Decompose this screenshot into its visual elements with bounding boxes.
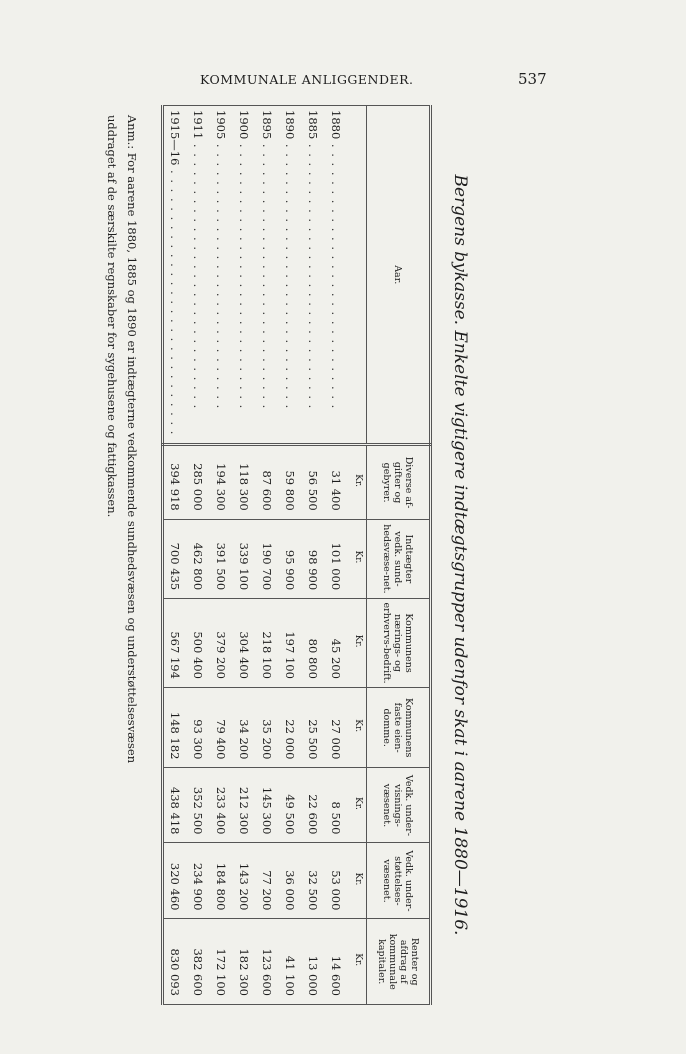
value-cell: 34 200 [233,687,256,768]
value-cell: 14 600 [325,919,348,1005]
value-cell: 285 000 [187,445,210,519]
value-cell: 80 800 [302,599,325,688]
value-cell: 234 900 [187,843,210,919]
value-cell: 98 900 [302,519,325,598]
leader-dots: . . . . . . . . . . . . . . . . . . . . . . . . . . . . . [306,139,320,410]
value-cell: 101 000 [325,519,348,598]
value-cell: 53 000 [325,843,348,919]
unit-cell: Kr. [348,919,367,1005]
table-row [163,106,188,1005]
value-cell: 77 200 [256,843,279,919]
column-header-year: Aar. [367,106,431,445]
value-cell: 56 500 [302,445,325,519]
value-cell: 218 100 [256,599,279,688]
value-cell: 123 600 [256,919,279,1005]
unit-cell: Kr. [348,445,367,519]
value-cell: 438 418 [163,768,188,843]
value-cell: 49 500 [279,768,302,843]
value-cell: 148 182 [163,687,188,768]
column-header-health: Indtægter vedk. sund-hedsvæse-net. [367,519,431,598]
value-cell: 13 000 [302,919,325,1005]
table-row [325,106,348,1005]
leader-dots: . . . . . . . . . . . . . . . . . . . . . . . . . . . . . [283,139,297,410]
value-cell: 379 200 [210,599,233,688]
column-header-business: Kommunens nærings- og erhvervs-bedrift. [367,599,431,688]
column-header-property: Kommunens faste eien-domme. [367,687,431,768]
page-number: 537 [518,70,547,88]
value-cell: 32 500 [302,843,325,919]
value-cell: 27 000 [325,687,348,768]
year-cell [279,106,302,445]
table-row [302,106,325,1005]
value-cell: 36 000 [279,843,302,919]
year-label: 1890 [283,110,297,140]
value-cell: 8 500 [325,768,348,843]
year-cell [233,106,256,445]
year-cell [210,106,233,445]
value-cell: 45 200 [325,599,348,688]
table-row [233,106,256,1005]
value-cell: 79 400 [210,687,233,768]
table-row [187,106,210,1005]
value-cell: 194 300 [210,445,233,519]
value-cell: 394 918 [163,445,188,519]
table-row [210,106,233,1005]
year-cell [256,106,279,445]
value-cell: 184 800 [210,843,233,919]
value-cell: 197 100 [279,599,302,688]
leader-dots: . . . . . . . . . . . . . . . . . . . . . . . . . . . . . [168,165,182,436]
table-note [102,115,142,995]
value-cell: 145 300 [256,768,279,843]
year-label: 1880 [329,110,343,140]
value-cell: 304 400 [233,599,256,688]
value-cell: 190 700 [256,519,279,598]
unit-cell: Kr. [348,599,367,688]
year-label: 1905 [214,110,228,140]
leader-dots: . . . . . . . . . . . . . . . . . . . . . . . . . . . . . [329,139,343,410]
table-header-row [367,106,431,1005]
year-label: 1900 [237,110,251,140]
value-cell: 462 800 [187,519,210,598]
value-cell: 118 300 [233,445,256,519]
value-cell: 382 600 [187,919,210,1005]
unit-cell [348,106,367,445]
unit-row [348,106,367,1005]
value-cell: 95 900 [279,519,302,598]
value-cell: 172 100 [210,919,233,1005]
leader-dots: . . . . . . . . . . . . . . . . . . . . . . . . . . . . . [260,139,274,410]
column-header-fees: Diverse af-gifter og gebyrer. [367,445,431,519]
value-cell: 212 300 [233,768,256,843]
value-cell: 830 093 [163,919,188,1005]
page-header-title: KOMMUNALE ANLIGGENDER. [200,72,414,87]
rotated-table-block [100,95,470,1015]
value-cell: 87 600 [256,445,279,519]
column-header-welfare: Vedk. under-støttelses-væsenet. [367,843,431,919]
unit-cell: Kr. [348,519,367,598]
table-row [279,106,302,1005]
value-cell: 391 500 [210,519,233,598]
table-row [256,106,279,1005]
table-caption: Bergens bykasse. Enkelte vigtigere indtægtsgrupper udenfor skat i aarene 1880—1916. [450,174,470,936]
value-cell: 339 100 [233,519,256,598]
value-cell: 22 000 [279,687,302,768]
leader-dots: . . . . . . . . . . . . . . . . . . . . . . . . . . . . . [191,139,205,410]
year-cell [187,106,210,445]
note-line-2: uddraget af de særskilte regnskaber for sygehusene og fattigkassen. [105,115,119,518]
value-cell: 352 500 [187,768,210,843]
year-cell [302,106,325,445]
leader-dots: . . . . . . . . . . . . . . . . . . . . . . . . . . . . . [214,139,228,410]
year-label: 1915—16 [168,110,182,166]
year-cell [325,106,348,445]
unit-cell: Kr. [348,768,367,843]
value-cell: 320 460 [163,843,188,919]
value-cell: 143 200 [233,843,256,919]
value-cell: 31 400 [325,445,348,519]
value-cell: 182 300 [233,919,256,1005]
value-cell: 22 600 [302,768,325,843]
note-line-1: Anm.: For aarene 1880, 1885 og 1890 er indtægterne vedkommende sundhedsvæsen og understøttelsesvæsen [125,115,139,764]
value-cell: 35 200 [256,687,279,768]
column-header-interest: Renter og afdrag af kommunale kapitaler. [367,919,431,1005]
value-cell: 93 300 [187,687,210,768]
value-cell: 41 100 [279,919,302,1005]
unit-cell: Kr. [348,687,367,768]
year-label: 1911 [191,110,205,140]
unit-cell: Kr. [348,843,367,919]
income-table [161,105,432,1005]
column-header-education: Vedk. under-visnings-væsenet. [367,768,431,843]
year-label: 1885 [306,110,320,140]
value-cell: 25 500 [302,687,325,768]
year-cell [163,106,188,445]
value-cell: 233 400 [210,768,233,843]
year-label: 1895 [260,110,274,140]
value-cell: 567 194 [163,599,188,688]
value-cell: 59 800 [279,445,302,519]
value-cell: 700 435 [163,519,188,598]
value-cell: 500 400 [187,599,210,688]
leader-dots: . . . . . . . . . . . . . . . . . . . . . . . . . . . . . [237,139,251,410]
